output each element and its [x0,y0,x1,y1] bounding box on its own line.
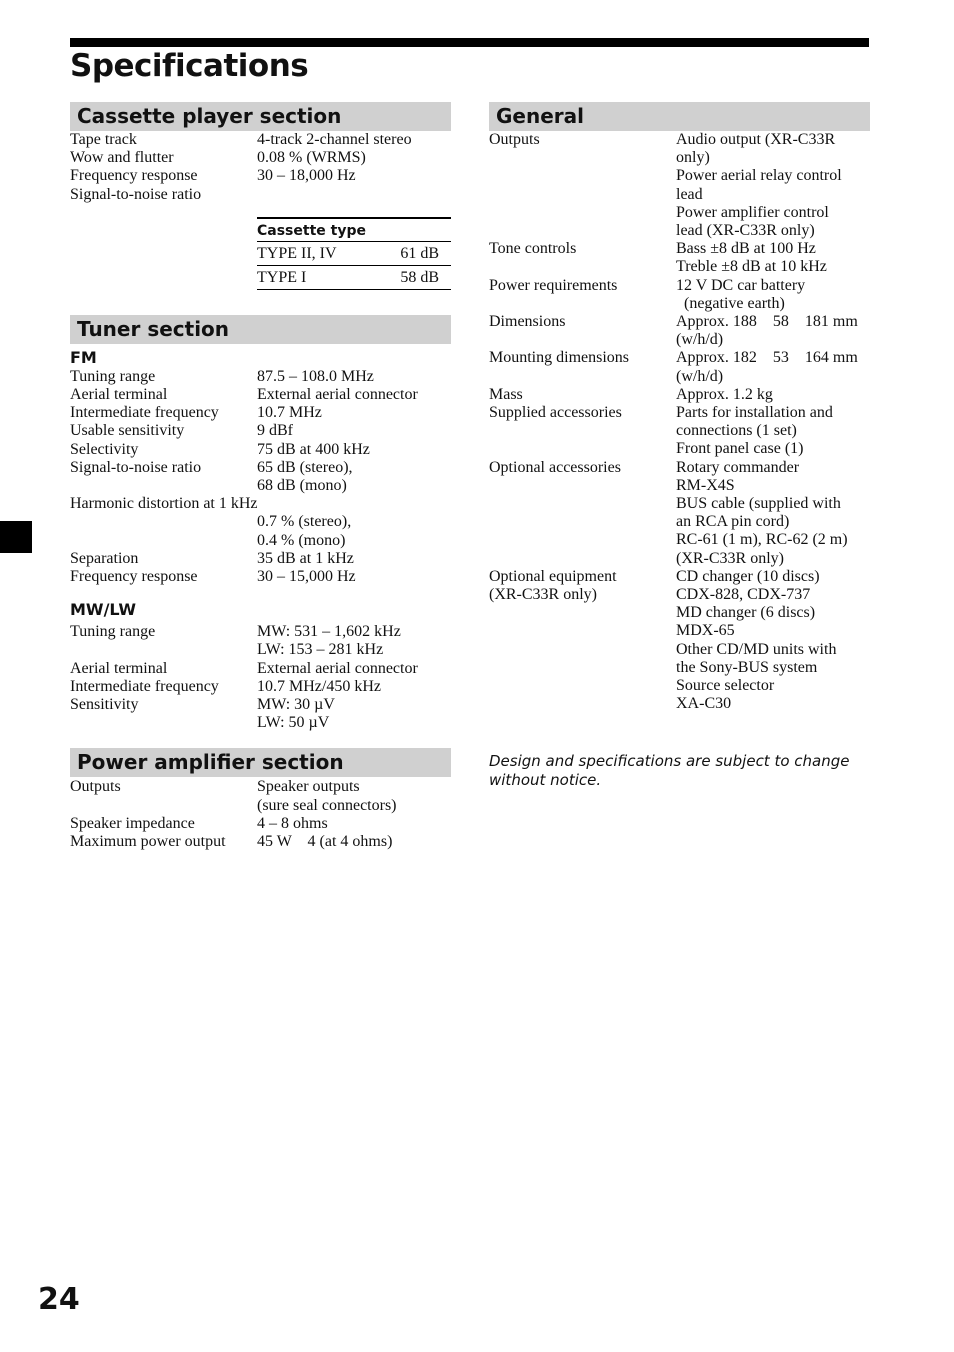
general-spec-list [489,131,870,714]
spec-label [489,277,676,313]
spec-value-line: 10.7 MHz [257,404,322,422]
fm-subheading: FM [70,347,97,367]
spec-value-line: 9 dBf [257,422,293,440]
spec-label [489,131,676,240]
cassette-type-table [257,217,451,290]
fm-spec-list-2 [70,550,451,586]
spec-row [70,568,451,586]
spec-value-line: 30 – 15,000 Hz [257,568,356,586]
spec-value-line: Power amplifier control [676,203,829,221]
spec-row [489,131,870,240]
spec-value [257,186,451,204]
spec-value [257,404,451,422]
mwlw-spec-list [70,623,451,732]
spec-value [257,131,451,149]
spec-value-line: only) [676,149,710,167]
spec-value [257,167,451,185]
spec-row [70,678,451,696]
spec-value-line: (XR-C33R only) [676,549,784,567]
fm-spec-list [70,368,451,495]
spec-label: Frequency response [70,568,198,586]
spec-value [676,349,870,385]
spec-value-line: Treble ±8 dB at 10 kHz [676,258,827,276]
spec-value-line: connections (1 set) [676,422,797,440]
spec-row [70,186,451,204]
spec-value-line: 30 – 18,000 Hz [257,167,356,185]
spec-value-line: MW: 531 – 1,602 kHz [257,623,401,641]
spec-label [489,240,676,276]
spec-value-line: lead (XR-C33R only) [676,222,815,240]
spec-row [70,833,451,851]
spec-value [257,422,451,440]
spec-value-line: CDX-828, CDX-737 [676,586,811,604]
cassette-type-name: TYPE I [257,268,307,286]
spec-label-line: Tone controls [489,240,577,258]
spec-label-line: Power requirements [489,276,618,294]
cassette-section-heading: Cassette player section [70,102,451,131]
spec-value-line: External aerial connector [257,659,418,677]
spec-label: Sensitivity [70,696,139,714]
spec-row [489,277,870,313]
spec-value-line: Rotary commander [676,458,800,476]
spec-value-line: 75 dB at 400 kHz [257,440,370,458]
spec-row [489,240,870,276]
spec-value-line: CD changer (10 discs) [676,567,820,585]
spec-value-line: (w/h/d) [676,367,724,385]
spec-value [676,568,870,714]
spec-value-line: (negative earth) [676,294,785,312]
spec-row [70,368,451,386]
spec-row [489,459,870,568]
spec-value [676,131,870,240]
spec-value-line: XA-C30 [676,695,732,713]
spec-value-line: Approx. 182 53 164 mm [676,349,858,367]
left-column [70,102,451,851]
spec-label: Wow and flutter [70,149,174,167]
spec-value [257,386,451,404]
spec-value [257,623,451,659]
spec-row [70,550,451,568]
spec-label [489,459,676,568]
spec-label-line: Supplied accessories [489,404,622,422]
spec-value [257,815,451,833]
spec-value-line: lead [676,185,703,203]
spec-value-line: Source selector [676,677,775,695]
spec-value [676,277,870,313]
spec-value [257,568,451,586]
right-column [489,102,870,714]
spec-value [257,678,451,696]
spec-value-line: 4 – 8 ohms [257,814,328,832]
tuner-section-heading: Tuner section [70,315,451,344]
spec-label [70,513,257,531]
spec-value-line: RC-61 (1 m), RC-62 (2 m) [676,531,848,549]
spec-value [676,313,870,349]
spec-label-line: Dimensions [489,313,566,331]
spec-value-line: the Sony-BUS system [676,658,818,676]
spec-label: Tuning range [70,367,156,385]
spec-value-line: 0.7 % (stereo), [257,513,352,531]
spec-label: Usable sensitivity [70,422,185,440]
spec-value-line: 4-track 2-channel stereo [257,131,412,148]
spec-label: Intermediate frequency [70,677,219,695]
spec-label-line: Optional accessories [489,458,621,476]
cassette-table-row [257,242,451,266]
spec-value-line [257,186,451,204]
spec-value [676,459,870,568]
spec-row [70,532,451,550]
spec-label: Tuning range [70,623,156,641]
spec-value-line: 65 dB (stereo), [257,458,353,476]
spec-value-line: 45 W 4 (at 4 ohms) [257,833,393,851]
spec-label [489,386,676,404]
spec-label: Intermediate frequency [70,404,219,422]
spec-label: Aerial terminal [70,386,168,404]
spec-value-line: BUS cable (supplied with [676,495,841,513]
spec-label: Aerial terminal [70,659,168,677]
spec-value-line: (sure seal connectors) [257,796,397,814]
spec-label [489,568,676,714]
spec-label: Speaker impedance [70,814,195,832]
spec-label: Frequency response [70,167,198,185]
spec-row [70,441,451,459]
spec-value-line: Audio output (XR-C33R [676,131,836,148]
spec-value-line: RM-X4S [676,476,735,494]
spec-value [257,550,451,568]
spec-value-line: Front panel case (1) [676,440,804,458]
spec-label: Outputs [70,778,121,796]
spec-label: Signal-to-noise ratio [70,458,202,476]
spec-value [257,149,451,167]
spec-row [70,696,451,732]
spec-value [257,441,451,459]
disclaimer-line: Design and specifications are subject to change [489,752,850,770]
spec-value-line: Parts for installation and [676,404,833,422]
spec-row [70,623,451,659]
page-title: Specifications [70,48,309,84]
spec-value-line: 12 V DC car battery [676,276,806,294]
amplifier-spec-list [70,778,451,851]
disclaimer-note [489,752,869,789]
spec-row [70,422,451,440]
title-rule [70,38,869,47]
cassette-type-value: 58 dB [400,268,439,286]
spec-label-line: Optional equipment [489,567,617,585]
amplifier-section-heading: Power amplifier section [70,748,451,777]
spec-row [70,404,451,422]
page-number: 24 [38,1282,80,1317]
spec-value-line: LW: 153 – 281 kHz [257,641,384,659]
spec-value-line: 10.7 MHz/450 kHz [257,677,381,695]
spec-row [70,167,451,185]
spec-value [676,240,870,276]
harmonic-distortion-label: Harmonic distortion at 1 kHz [70,495,258,513]
cassette-table-row [257,266,451,290]
spec-value-line: an RCA pin cord) [676,513,790,531]
spec-value-line: MD changer (6 discs) [676,604,816,622]
spec-value-line: MW: 30 µV [257,696,335,714]
spec-value-line: Bass ±8 dB at 100 Hz [676,240,816,258]
spec-value-line: 0.08 % (WRMS) [257,149,366,167]
cassette-spec-list [70,131,451,204]
spec-value-line: Approx. 188 58 181 mm [676,313,858,331]
spec-value [257,459,451,495]
spec-value [257,368,451,386]
spec-label-line: Outputs [489,131,540,148]
spec-row [489,404,870,459]
spec-value [257,696,451,732]
spec-value [257,660,451,678]
spec-row [70,386,451,404]
spec-value-line: External aerial connector [257,386,418,404]
disclaimer-line: without notice. [489,770,602,789]
spec-row [70,513,451,531]
spec-row [489,349,870,385]
spec-row [70,131,451,149]
spec-label [70,532,257,550]
spec-label-line: Mounting dimensions [489,349,630,367]
spec-value [676,386,870,404]
spec-label: Tape track [70,131,137,148]
spec-label: Separation [70,549,139,567]
spec-value-line: Other CD/MD units with [676,640,837,658]
mwlw-subheading: MW/LW [70,600,137,620]
spec-label-line: Mass [489,385,523,403]
spec-row [70,149,451,167]
spec-label: Signal-to-noise ratio [70,185,202,203]
spec-row [70,815,451,833]
spec-label [489,313,676,349]
spec-row [489,313,870,349]
spec-value [257,833,451,851]
spec-label: Selectivity [70,440,139,458]
spec-row [489,568,870,714]
spec-row [489,386,870,404]
spec-label [489,404,676,459]
harmonic-distortion-values [70,513,451,549]
spec-label [489,349,676,385]
spec-row [70,660,451,678]
spec-value-line: 35 dB at 1 kHz [257,549,354,567]
spec-value-line: Speaker outputs [257,778,360,796]
spec-value-line: 87.5 – 108.0 MHz [257,367,374,385]
cassette-type-value: 61 dB [400,244,439,262]
cassette-type-name: TYPE II, IV [257,244,337,262]
spec-row [70,778,451,814]
spec-value-line: 0.4 % (mono) [257,531,346,549]
section-tab-marker [0,521,32,553]
spec-value [676,404,870,459]
spec-value [257,778,451,814]
spec-value-line: MDX-65 [676,622,735,640]
spec-value-line: Power aerial relay control [676,167,842,185]
spec-value-line: (w/h/d) [676,331,724,349]
spec-value-line: LW: 50 µV [257,714,330,732]
spec-label-line: (XR-C33R only) [489,586,597,604]
general-section-heading: General [489,102,870,131]
spec-value-line: Approx. 1.2 kg [676,385,773,403]
spec-row [70,459,451,495]
spec-label: Maximum power output [70,833,226,851]
cassette-table-header: Cassette type [257,217,451,242]
spec-value-line: 68 dB (mono) [257,477,347,495]
